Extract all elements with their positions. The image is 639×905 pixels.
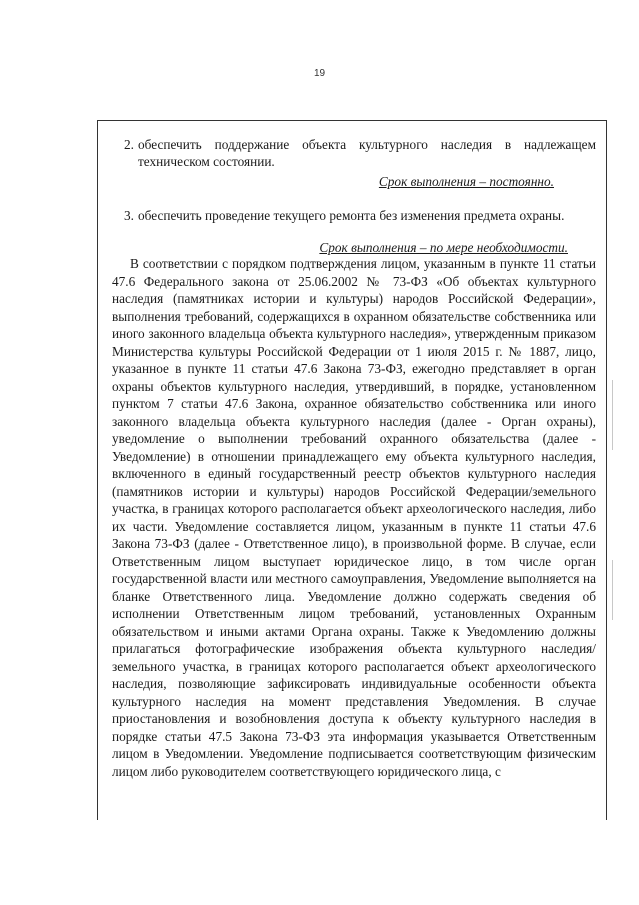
document-frame xyxy=(97,120,607,820)
deadline-label: Срок выполнения – постоянно. xyxy=(378,174,554,189)
list-item-3 xyxy=(124,207,596,224)
deadline-label: Срок выполнения – по мере необходимости. xyxy=(319,240,568,255)
list-item-number: 3. xyxy=(124,208,134,223)
list-item-text: обеспечить проведение текущего ремонта без изменения предмета охраны. xyxy=(138,208,565,223)
scan-artifact-line xyxy=(612,380,613,450)
page-number: 19 xyxy=(313,68,326,79)
list-item-text: обеспечить поддержание объекта культурного наследия в надлежащем техническом состоянии. xyxy=(138,137,596,169)
list-item-2 xyxy=(124,136,596,170)
scan-artifact-line xyxy=(612,560,613,620)
list-item-number: 2. xyxy=(124,137,134,152)
body-paragraph: В соответствии с порядком подтверждения лицом, указанным в пункте 11 статьи 47.6 Федерального закона от 25.06.2002 № 73-ФЗ «Об объектах культурного наследия (памятниках истории и культуры) народов Российской Федерации», выполнения требований, содержащихся в охранном обязательстве собственника или иного законного владельца объекта культурного наследия», утвержденным приказом Министерства культуры Российской Федерации от 1 июля 2015 г. № 1887, лицо, указанное в пункте 11 статьи 47.6 Закона 73-ФЗ, ежегодно представляет в орган охраны объектов культурного наследия, утвердивший, в порядке, установленном пунктом 7 статьи 47.6 Закона, охранное обязательство собственника или иного законного владельца объекта культурного наследия (далее - Орган охраны), уведомление о выполнении требований охранного обязательства (далее - Уведомление) в отношении принадлежащего ему объекта культурного наследия, включенного в единый государственный реестр объектов культурного наследия (памятников истории и культуры) народов Российской Федерации/земельного участка, в границах которого располагается объект археологического наследия, либо их части. Уведомление составляется лицом, указанным в пункте 11 статьи 47.6 Закона 73-ФЗ (далее - Ответственное лицо), в произвольной форме. В случае, если Ответственным лицом выступает юридическое лицо, в том числе орган государственной власти или местного самоуправления, Уведомление выполняется на бланке Ответственного лица. Уведомление должно содержать сведения об исполнении Ответственным лицом требований, установленных Охранным обязательством и иными актами Органа охраны. Также к Уведомлению должны прилагаться фотографические изображения объекта культурного наследия/земельного участка, в границах которого располагается объект археологического наследия, позволяющие зафиксировать индивидуальные особенности объекта культурного наследия на момент представления Уведомления. В случае приостановления и возобновления доступа к объекту культурного наследия в порядке статьи 47.5 Закона 73-ФЗ эта информация указывается Ответственным лицом в Уведомлении. Уведомление подписывается соответствующим физическим лицом либо руководителем соответствующего юридического лица, с xyxy=(112,256,596,779)
